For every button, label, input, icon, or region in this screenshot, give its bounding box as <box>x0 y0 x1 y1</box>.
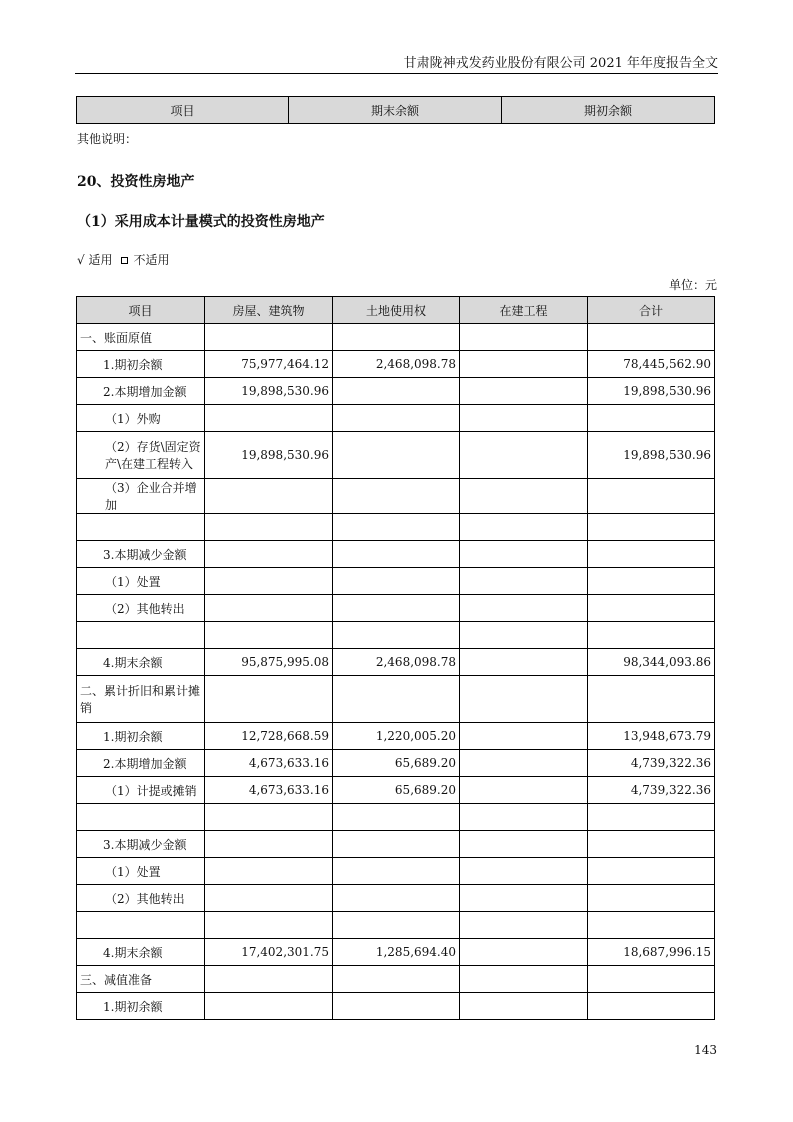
section-title: 20、投资性房地产 <box>77 174 195 190</box>
amount-cell <box>588 568 715 595</box>
amount-cell <box>588 622 715 649</box>
amount-cell: 4,673,633.16 <box>205 777 333 804</box>
row-label-cell: 4.期末余额 <box>77 939 205 966</box>
table-row <box>77 858 715 885</box>
table-row <box>77 885 715 912</box>
amount-cell <box>460 649 588 676</box>
table-header-cell: 土地使用权 <box>333 297 460 324</box>
table-header-row <box>77 297 715 324</box>
row-label-cell: 二、累计折旧和累计摊销 <box>77 676 205 723</box>
amount-cell: 78,445,562.90 <box>588 351 715 378</box>
amount-cell <box>333 405 460 432</box>
empty-checkbox-icon <box>121 257 128 264</box>
amount-cell <box>460 432 588 479</box>
amount-cell <box>333 622 460 649</box>
row-label-cell: 一、账面原值 <box>77 324 205 351</box>
amount-cell <box>205 622 333 649</box>
amount-cell: 75,977,464.12 <box>205 351 333 378</box>
table-header-cell: 期末余额 <box>289 97 502 124</box>
amount-cell <box>333 378 460 405</box>
table-row <box>77 831 715 858</box>
amount-cell <box>333 595 460 622</box>
row-label-cell: 1.期初余额 <box>77 351 205 378</box>
other-notes-label: 其他说明： <box>77 132 138 146</box>
table-row <box>77 378 715 405</box>
amount-cell <box>333 804 460 831</box>
row-label-cell: （1）计提或摊销 <box>77 777 205 804</box>
amount-cell <box>460 595 588 622</box>
table-header-cell: 在建工程 <box>460 297 588 324</box>
amount-cell <box>333 324 460 351</box>
table-row <box>77 750 715 777</box>
table-header-cell: 合计 <box>588 297 715 324</box>
table-row <box>77 568 715 595</box>
amount-cell <box>333 514 460 541</box>
amount-cell <box>588 993 715 1020</box>
row-label-cell: 1.期初余额 <box>77 993 205 1020</box>
table-row <box>77 432 715 479</box>
amount-cell <box>588 514 715 541</box>
amount-cell <box>333 885 460 912</box>
table-row <box>77 912 715 939</box>
amount-cell <box>333 676 460 723</box>
amount-cell <box>588 858 715 885</box>
amount-cell <box>205 514 333 541</box>
amount-cell <box>460 622 588 649</box>
row-label-cell: 3.本期减少金额 <box>77 541 205 568</box>
table-row <box>77 479 715 514</box>
table-row <box>77 966 715 993</box>
amount-cell: 12,728,668.59 <box>205 723 333 750</box>
amount-cell: 98,344,093.86 <box>588 649 715 676</box>
amount-cell <box>460 568 588 595</box>
investment-property-table <box>76 296 715 1020</box>
unit-label: 单位：元 <box>668 278 717 292</box>
amount-cell <box>588 595 715 622</box>
amount-cell <box>205 966 333 993</box>
amount-cell: 19,898,530.96 <box>205 378 333 405</box>
row-label-cell: 3.本期减少金额 <box>77 831 205 858</box>
amount-cell: 13,948,673.79 <box>588 723 715 750</box>
table-row <box>77 351 715 378</box>
amount-cell: 4,739,322.36 <box>588 750 715 777</box>
amount-cell <box>588 804 715 831</box>
amount-cell <box>333 831 460 858</box>
amount-cell: 65,689.20 <box>333 777 460 804</box>
amount-cell: 19,898,530.96 <box>205 432 333 479</box>
check-mark-icon: √ <box>77 253 85 267</box>
header-divider <box>75 73 718 74</box>
amount-cell: 17,402,301.75 <box>205 939 333 966</box>
table-row <box>77 993 715 1020</box>
amount-cell <box>460 405 588 432</box>
row-label-cell: 三、减值准备 <box>77 966 205 993</box>
amount-cell <box>460 514 588 541</box>
amount-cell <box>588 324 715 351</box>
table-header-cell: 房屋、建筑物 <box>205 297 333 324</box>
row-label-cell: （2）其他转出 <box>77 595 205 622</box>
applicable-label: 适用 <box>88 253 113 267</box>
applicability-options <box>77 251 170 268</box>
amount-cell: 1,220,005.20 <box>333 723 460 750</box>
amount-cell <box>588 831 715 858</box>
table-row <box>77 804 715 831</box>
amount-cell <box>460 541 588 568</box>
amount-cell <box>333 966 460 993</box>
row-label-cell <box>77 622 205 649</box>
amount-cell <box>460 831 588 858</box>
amount-cell <box>460 912 588 939</box>
amount-cell <box>205 479 333 514</box>
row-label-cell: 4.期末余额 <box>77 649 205 676</box>
table-row <box>77 514 715 541</box>
table-header-row <box>77 97 715 124</box>
row-label-cell: （1）处置 <box>77 568 205 595</box>
amount-cell: 19,898,530.96 <box>588 432 715 479</box>
amount-cell <box>588 676 715 723</box>
amount-cell <box>588 885 715 912</box>
amount-cell <box>588 541 715 568</box>
amount-cell <box>205 885 333 912</box>
row-label-cell: （1）外购 <box>77 405 205 432</box>
not-applicable-label: 不适用 <box>133 253 170 267</box>
amount-cell <box>333 541 460 568</box>
amount-cell <box>333 912 460 939</box>
table-header-cell: 项目 <box>77 97 289 124</box>
amount-cell <box>460 804 588 831</box>
amount-cell: 19,898,530.96 <box>588 378 715 405</box>
amount-cell <box>460 676 588 723</box>
amount-cell <box>205 324 333 351</box>
row-label-cell <box>77 804 205 831</box>
amount-cell <box>205 405 333 432</box>
amount-cell <box>588 912 715 939</box>
amount-cell: 65,689.20 <box>333 750 460 777</box>
row-label-cell: 2.本期增加金额 <box>77 750 205 777</box>
amount-cell <box>333 432 460 479</box>
amount-cell <box>205 804 333 831</box>
table-row <box>77 777 715 804</box>
amount-cell: 1,285,694.40 <box>333 939 460 966</box>
table-row <box>77 595 715 622</box>
amount-cell: 18,687,996.15 <box>588 939 715 966</box>
table-row <box>77 324 715 351</box>
amount-cell <box>460 723 588 750</box>
amount-cell <box>205 858 333 885</box>
amount-cell <box>333 479 460 514</box>
amount-cell: 2,468,098.78 <box>333 649 460 676</box>
row-label-cell: （2）其他转出 <box>77 885 205 912</box>
table-row <box>77 723 715 750</box>
amount-cell <box>460 777 588 804</box>
amount-cell <box>205 831 333 858</box>
amount-cell <box>205 595 333 622</box>
row-label-cell <box>77 514 205 541</box>
table-header-cell: 期初余额 <box>502 97 715 124</box>
amount-cell <box>460 351 588 378</box>
row-label-cell: （1）处置 <box>77 858 205 885</box>
table-row <box>77 676 715 723</box>
amount-cell <box>460 750 588 777</box>
table-row <box>77 541 715 568</box>
amount-cell <box>460 885 588 912</box>
amount-cell <box>205 912 333 939</box>
amount-cell <box>460 479 588 514</box>
row-label-cell: （3）企业合并增加 <box>77 479 205 514</box>
balance-summary-table <box>76 96 715 124</box>
table-row <box>77 939 715 966</box>
amount-cell <box>588 966 715 993</box>
amount-cell <box>588 405 715 432</box>
amount-cell <box>205 676 333 723</box>
subsection-title: （1）采用成本计量模式的投资性房地产 <box>77 214 325 230</box>
amount-cell <box>460 939 588 966</box>
amount-cell <box>588 479 715 514</box>
amount-cell <box>205 541 333 568</box>
amount-cell <box>205 568 333 595</box>
row-label-cell <box>77 912 205 939</box>
amount-cell <box>460 993 588 1020</box>
table-header-cell: 项目 <box>77 297 205 324</box>
amount-cell <box>333 858 460 885</box>
amount-cell <box>205 993 333 1020</box>
row-label-cell: 2.本期增加金额 <box>77 378 205 405</box>
table-row <box>77 622 715 649</box>
row-label-cell: （2）存货\固定资产\在建工程转入 <box>77 432 205 479</box>
amount-cell <box>460 858 588 885</box>
amount-cell: 4,673,633.16 <box>205 750 333 777</box>
table-row <box>77 405 715 432</box>
row-label-cell: 1.期初余额 <box>77 723 205 750</box>
document-header-title: 甘肃陇神戎发药业股份有限公司 2021 年年度报告全文 <box>403 56 718 71</box>
amount-cell <box>460 378 588 405</box>
amount-cell <box>460 324 588 351</box>
amount-cell: 95,875,995.08 <box>205 649 333 676</box>
page-number: 143 <box>694 1043 717 1057</box>
table-row <box>77 649 715 676</box>
amount-cell <box>333 993 460 1020</box>
amount-cell <box>460 966 588 993</box>
amount-cell: 4,739,322.36 <box>588 777 715 804</box>
amount-cell <box>333 568 460 595</box>
amount-cell: 2,468,098.78 <box>333 351 460 378</box>
